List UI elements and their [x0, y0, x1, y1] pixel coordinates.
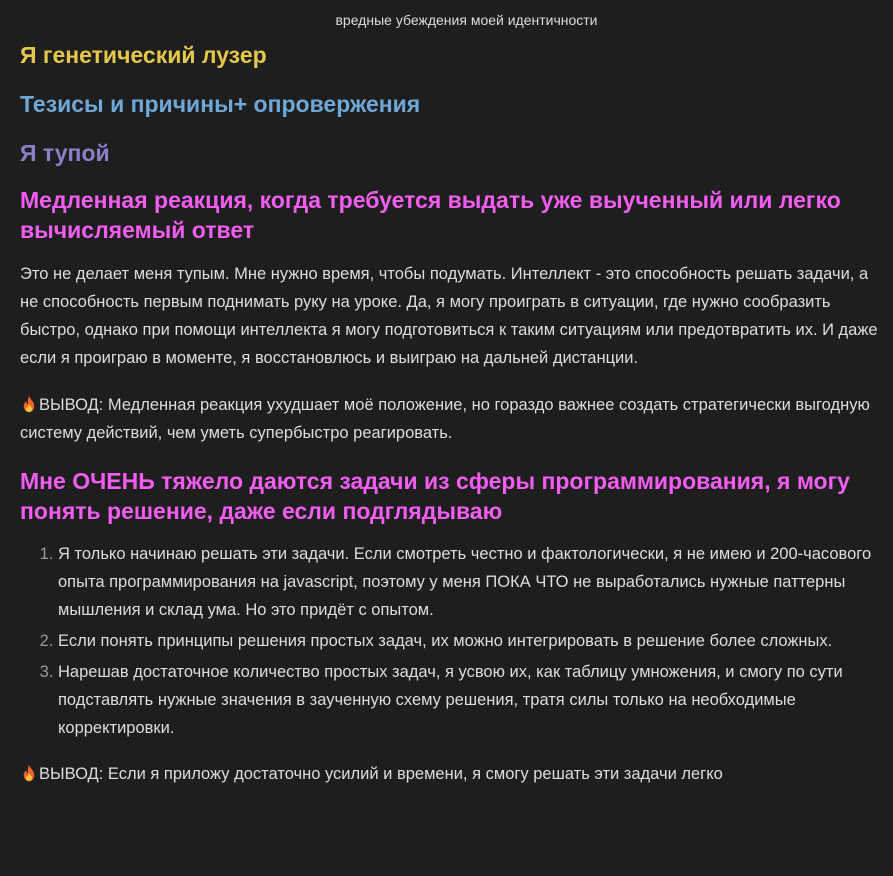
- list-item: 1. Я только начинаю решать эти задачи. Если смотреть честно и фактологически, я не имею и 200-часового опыта программирования на javascript, поэтому у меня ПОКА ЧТО не выработались нужные паттерны мышления и склад ума. Но это придёт с опытом.: [58, 540, 890, 624]
- list-item: 2. Если понять принципы решения простых задач, их можно интегрировать в решение более сложных.: [58, 627, 890, 655]
- argument-list: [20, 540, 890, 742]
- heading-theses: Тезисы и причины+ опровержения: [20, 91, 421, 117]
- conclusion-slow-reaction: [20, 391, 890, 447]
- paragraph-slow-reaction: Это не делает меня тупым. Мне нужно время, чтобы подумать. Интеллект - это способность решать задачи, а не способность первым поднимать руку на уроке. Да, я могу проиграть в ситуации, где нужно сообразить быстро, однако при помощи интеллекта я могу подготовиться к таким ситуациям или предотвратить их. И даже если я проиграю в моменте, я восстановлюсь и выиграю на дальней дистанции.: [20, 265, 878, 367]
- heading-i-am-stupid: Я тупой: [20, 140, 110, 166]
- fire-icon: [20, 764, 38, 782]
- heading-programming-tasks: Мне ОЧЕНЬ тяжело даются задачи из сферы программирования, я могу понять решение, даже если подглядываю: [20, 468, 850, 524]
- list-item: 3. Нарешав достаточное количество простых задач, я усвою их, как таблицу умножения, и смогу по сути подставлять нужные значения в заученную схему решения, тратя силы только на необходимые корректировки.: [58, 658, 890, 742]
- window-title: вредные убеждения моей идентичности: [335, 12, 598, 28]
- conclusion-programming: [20, 760, 890, 788]
- note-content: [20, 40, 893, 788]
- heading-genetic-loser: Я генетический лузер: [20, 42, 267, 68]
- conclusion-text: ВЫВОД: Медленная реакция ухудшает моё положение, но гораздо важнее создать стратегически выгодную систему действий, чем уметь супербыстро реагировать.: [20, 396, 870, 442]
- conclusion-text: ВЫВОД: Если я приложу достаточно усилий и времени, я смогу решать эти задачи легко: [39, 765, 723, 783]
- heading-slow-reaction: Медленная реакция, когда требуется выдать уже выученный или легко вычисляемый ответ: [20, 187, 841, 243]
- fire-icon: [20, 395, 38, 413]
